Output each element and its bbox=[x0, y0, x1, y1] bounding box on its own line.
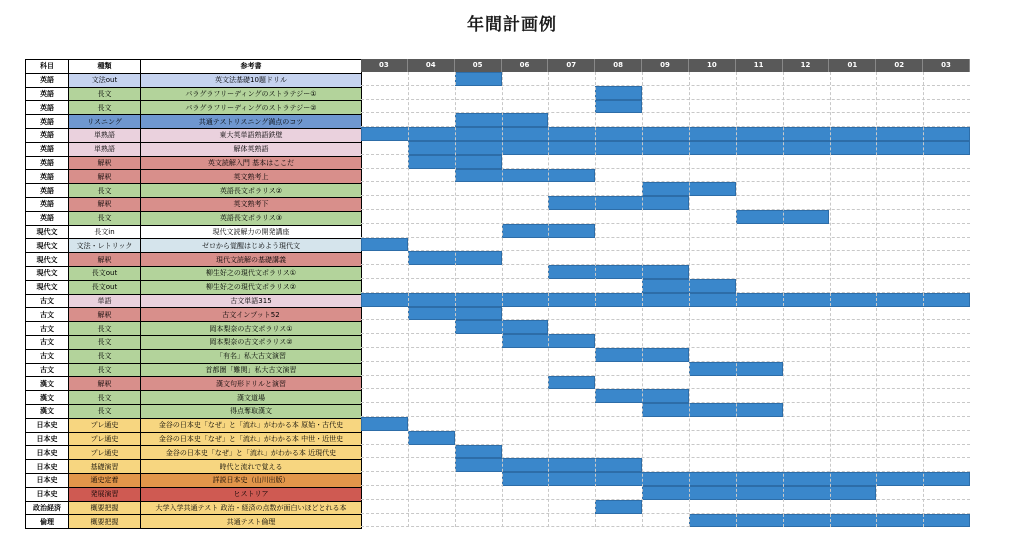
table-row bbox=[26, 197, 362, 211]
table-row bbox=[26, 460, 362, 474]
subject-cell: 日本史 bbox=[26, 487, 69, 501]
book-cell: 金谷の日本史「なぜ」と「流れ」がわかる本 中世・近世史 bbox=[141, 432, 362, 446]
type-cell: 解釈 bbox=[69, 197, 141, 211]
book-cell: 岡本梨奈の古文ポラリス① bbox=[141, 322, 362, 336]
table-row bbox=[26, 501, 362, 515]
gantt-row bbox=[361, 403, 970, 417]
subject-cell: 倫理 bbox=[26, 515, 69, 529]
subject-cell: 英語 bbox=[26, 156, 69, 170]
month-label: 10 bbox=[689, 59, 736, 72]
table-row bbox=[26, 101, 362, 115]
gantt-row bbox=[361, 100, 970, 114]
month-gridline bbox=[923, 72, 924, 527]
type-cell: 概要把握 bbox=[69, 515, 141, 529]
book-cell: 漢文句形ドリルと演習 bbox=[141, 377, 362, 391]
schedule-bar bbox=[595, 500, 642, 514]
month-label: 03 bbox=[923, 59, 970, 72]
schedule-bar bbox=[361, 417, 408, 431]
table-row bbox=[26, 294, 362, 308]
gantt-row bbox=[361, 362, 970, 376]
type-cell: 基礎演習 bbox=[69, 460, 141, 474]
schedule-bar bbox=[361, 293, 970, 307]
subject-cell: 現代文 bbox=[26, 239, 69, 253]
subject-cell: 日本史 bbox=[26, 473, 69, 487]
type-cell: 通史定着 bbox=[69, 473, 141, 487]
gantt-row bbox=[361, 307, 970, 321]
month-label: 09 bbox=[642, 59, 689, 72]
month-label: 08 bbox=[595, 59, 642, 72]
type-cell: 解釈 bbox=[69, 308, 141, 322]
subject-cell: 現代文 bbox=[26, 280, 69, 294]
table-row bbox=[26, 515, 362, 529]
table-row bbox=[26, 322, 362, 336]
month-gridline bbox=[548, 72, 549, 527]
gantt-row bbox=[361, 458, 970, 472]
book-cell: ヒストリア bbox=[141, 487, 362, 501]
gantt-row bbox=[361, 514, 970, 528]
subject-cell: 日本史 bbox=[26, 432, 69, 446]
subject-cell: 古文 bbox=[26, 294, 69, 308]
month-label: 12 bbox=[783, 59, 830, 72]
gantt-row bbox=[361, 127, 970, 141]
gantt-row bbox=[361, 348, 970, 362]
gantt-row bbox=[361, 251, 970, 265]
table-row bbox=[26, 335, 362, 349]
subject-cell: 英語 bbox=[26, 101, 69, 115]
gantt-row bbox=[361, 169, 970, 183]
gantt-row bbox=[361, 182, 970, 196]
book-cell: 柳生好之の現代文ポラリス① bbox=[141, 266, 362, 280]
book-header: 参考書 bbox=[141, 60, 362, 74]
schedule-bar bbox=[408, 431, 455, 445]
type-cell: 単熟語 bbox=[69, 128, 141, 142]
month-gridline bbox=[408, 72, 409, 527]
book-cell: 現代文読解力の開発講座 bbox=[141, 225, 362, 239]
gantt-body bbox=[361, 72, 970, 527]
schedule-bar bbox=[548, 265, 689, 279]
gantt-row bbox=[361, 279, 970, 293]
gantt-row bbox=[361, 113, 970, 127]
subject-cell: 英語 bbox=[26, 211, 69, 225]
gantt-row bbox=[361, 376, 970, 390]
table-row bbox=[26, 446, 362, 460]
gantt-row bbox=[361, 320, 970, 334]
type-cell: 長文out bbox=[69, 280, 141, 294]
gantt-row bbox=[361, 293, 970, 307]
table-row bbox=[26, 211, 362, 225]
book-cell: 現代文読解の基礎講義 bbox=[141, 253, 362, 267]
type-cell: 解釈 bbox=[69, 253, 141, 267]
month-label: 06 bbox=[502, 59, 549, 72]
table-header-row bbox=[26, 60, 362, 74]
gantt-row bbox=[361, 141, 970, 155]
gantt-row bbox=[361, 210, 970, 224]
schedule-bar bbox=[361, 127, 970, 141]
book-cell: 英語長文ポラリス③ bbox=[141, 211, 362, 225]
gantt-row bbox=[361, 445, 970, 459]
subject-cell: 英語 bbox=[26, 115, 69, 129]
schedule-bar bbox=[361, 238, 408, 252]
month-gridline bbox=[830, 72, 831, 527]
book-cell: 金谷の日本史「なぜ」と「流れ」がわかる本 原始・古代史 bbox=[141, 418, 362, 432]
book-cell: 岡本梨奈の古文ポラリス② bbox=[141, 335, 362, 349]
schedule-bar bbox=[595, 86, 642, 100]
type-cell: 長文 bbox=[69, 404, 141, 418]
type-cell: 解釈 bbox=[69, 156, 141, 170]
book-cell: 英語長文ポラリス② bbox=[141, 184, 362, 198]
table-row bbox=[26, 266, 362, 280]
month-gridline bbox=[876, 72, 877, 527]
book-cell: パラグラフリーディングのストラテジー① bbox=[141, 87, 362, 101]
type-cell: 文法out bbox=[69, 73, 141, 87]
gantt-row bbox=[361, 389, 970, 403]
subject-cell: 政治経済 bbox=[26, 501, 69, 515]
type-cell: 概要把握 bbox=[69, 501, 141, 515]
month-gridline bbox=[689, 72, 690, 527]
table-row bbox=[26, 253, 362, 267]
month-gridline bbox=[783, 72, 784, 527]
month-gridline bbox=[455, 72, 456, 527]
table-row bbox=[26, 404, 362, 418]
table-row bbox=[26, 239, 362, 253]
book-cell: 金谷の日本史「なぜ」と「流れ」がわかる本 近現代史 bbox=[141, 446, 362, 460]
book-cell: 英文法基礎10題ドリル bbox=[141, 73, 362, 87]
book-cell: 英文熟考下 bbox=[141, 197, 362, 211]
type-cell: 文法・レトリック bbox=[69, 239, 141, 253]
gantt-chart bbox=[361, 59, 970, 527]
subject-cell: 日本史 bbox=[26, 418, 69, 432]
type-cell: 長文 bbox=[69, 211, 141, 225]
gantt-row bbox=[361, 417, 970, 431]
month-label: 11 bbox=[736, 59, 783, 72]
gantt-row bbox=[361, 155, 970, 169]
type-header: 種類 bbox=[69, 60, 141, 74]
month-gridline bbox=[502, 72, 503, 527]
month-label: 02 bbox=[876, 59, 923, 72]
table-row bbox=[26, 487, 362, 501]
month-gridline bbox=[736, 72, 737, 527]
type-cell: 長文 bbox=[69, 101, 141, 115]
month-label: 03 bbox=[361, 59, 408, 72]
table-row bbox=[26, 308, 362, 322]
table-row bbox=[26, 391, 362, 405]
gantt-row bbox=[361, 500, 970, 514]
subject-cell: 漢文 bbox=[26, 404, 69, 418]
table-row bbox=[26, 142, 362, 156]
schedule-bar bbox=[548, 196, 689, 210]
table-row bbox=[26, 377, 362, 391]
subject-cell: 漢文 bbox=[26, 391, 69, 405]
month-label: 04 bbox=[408, 59, 455, 72]
table-row bbox=[26, 280, 362, 294]
type-cell: 長文 bbox=[69, 349, 141, 363]
month-gridline bbox=[642, 72, 643, 527]
gantt-row bbox=[361, 224, 970, 238]
book-cell: 「有名」私大古文演習 bbox=[141, 349, 362, 363]
subject-cell: 現代文 bbox=[26, 225, 69, 239]
plan-table bbox=[25, 59, 362, 529]
gantt-row bbox=[361, 265, 970, 279]
subject-cell: 古文 bbox=[26, 349, 69, 363]
type-cell: 解釈 bbox=[69, 170, 141, 184]
gantt-row bbox=[361, 196, 970, 210]
type-cell: 長文 bbox=[69, 391, 141, 405]
subject-cell: 古文 bbox=[26, 322, 69, 336]
subject-cell: 英語 bbox=[26, 170, 69, 184]
subject-cell: 古文 bbox=[26, 363, 69, 377]
book-cell: 東大英単語熟語鉄壁 bbox=[141, 128, 362, 142]
type-cell: 長文in bbox=[69, 225, 141, 239]
book-cell: 英文読解入門 基本はここだ bbox=[141, 156, 362, 170]
book-cell: 柳生好之の現代文ポラリス② bbox=[141, 280, 362, 294]
table-row bbox=[26, 87, 362, 101]
schedule-bar bbox=[455, 72, 502, 86]
subject-cell: 英語 bbox=[26, 197, 69, 211]
table-row bbox=[26, 225, 362, 239]
table-row bbox=[26, 349, 362, 363]
table-row bbox=[26, 184, 362, 198]
subject-cell: 英語 bbox=[26, 142, 69, 156]
subject-cell: 英語 bbox=[26, 184, 69, 198]
schedule-bar bbox=[595, 100, 642, 114]
type-cell: 単語 bbox=[69, 294, 141, 308]
subject-cell: 英語 bbox=[26, 128, 69, 142]
type-cell: 長文 bbox=[69, 322, 141, 336]
table-row bbox=[26, 156, 362, 170]
type-cell: 長文out bbox=[69, 266, 141, 280]
book-cell: 首都圏「難関」私大古文演習 bbox=[141, 363, 362, 377]
book-cell: 古文インプット52 bbox=[141, 308, 362, 322]
table-row bbox=[26, 473, 362, 487]
page-title: 年間計画例 bbox=[467, 15, 557, 35]
book-cell: 共通テスト倫理 bbox=[141, 515, 362, 529]
subject-cell: 現代文 bbox=[26, 253, 69, 267]
book-cell: 古文単語315 bbox=[141, 294, 362, 308]
schedule-bar bbox=[455, 445, 502, 459]
subject-cell: 漢文 bbox=[26, 377, 69, 391]
type-cell: プレ通史 bbox=[69, 432, 141, 446]
table-row bbox=[26, 170, 362, 184]
month-label: 05 bbox=[455, 59, 502, 72]
table-row bbox=[26, 73, 362, 87]
book-cell: 解体英熟語 bbox=[141, 142, 362, 156]
book-cell: 得点奪取漢文 bbox=[141, 404, 362, 418]
gantt-row bbox=[361, 72, 970, 86]
month-header bbox=[361, 59, 970, 72]
subject-header: 科目 bbox=[26, 60, 69, 74]
type-cell: 発展演習 bbox=[69, 487, 141, 501]
type-cell: 長文 bbox=[69, 363, 141, 377]
gantt-row bbox=[361, 486, 970, 500]
gantt-row bbox=[361, 431, 970, 445]
subject-cell: 英語 bbox=[26, 73, 69, 87]
month-gridline bbox=[595, 72, 596, 527]
gantt-row bbox=[361, 472, 970, 486]
type-cell: 長文 bbox=[69, 87, 141, 101]
book-cell: 大学入学共通テスト 政治・経済の点数が面白いほどとれる本 bbox=[141, 501, 362, 515]
month-label: 01 bbox=[829, 59, 876, 72]
subject-cell: 古文 bbox=[26, 335, 69, 349]
gantt-row bbox=[361, 238, 970, 252]
gantt-row bbox=[361, 86, 970, 100]
subject-cell: 日本史 bbox=[26, 446, 69, 460]
schedule-bar bbox=[642, 486, 876, 500]
month-label: 07 bbox=[548, 59, 595, 72]
type-cell: 解釈 bbox=[69, 377, 141, 391]
table-row bbox=[26, 418, 362, 432]
type-cell: 単熟語 bbox=[69, 142, 141, 156]
type-cell: リスニング bbox=[69, 115, 141, 129]
schedule-bar bbox=[455, 169, 596, 183]
table-row bbox=[26, 363, 362, 377]
type-cell: 長文 bbox=[69, 184, 141, 198]
type-cell: プレ通史 bbox=[69, 418, 141, 432]
book-cell: 共通テストリスニング満点のコツ bbox=[141, 115, 362, 129]
schedule-bar bbox=[548, 376, 595, 390]
table-row bbox=[26, 128, 362, 142]
book-cell: 時代と流れで覚える bbox=[141, 460, 362, 474]
type-cell: プレ通史 bbox=[69, 446, 141, 460]
subject-cell: 現代文 bbox=[26, 266, 69, 280]
table-row bbox=[26, 432, 362, 446]
book-cell: パラグラフリーディングのストラテジー② bbox=[141, 101, 362, 115]
subject-cell: 古文 bbox=[26, 308, 69, 322]
gantt-row bbox=[361, 334, 970, 348]
book-cell: 詳説日本史（山川出版） bbox=[141, 473, 362, 487]
book-cell: ゼロから覚醒はじめよう現代文 bbox=[141, 239, 362, 253]
book-cell: 英文熟考上 bbox=[141, 170, 362, 184]
subject-cell: 日本史 bbox=[26, 460, 69, 474]
type-cell: 長文 bbox=[69, 335, 141, 349]
schedule-bar bbox=[642, 403, 783, 417]
table-row bbox=[26, 115, 362, 129]
book-cell: 漢文道場 bbox=[141, 391, 362, 405]
subject-cell: 英語 bbox=[26, 87, 69, 101]
